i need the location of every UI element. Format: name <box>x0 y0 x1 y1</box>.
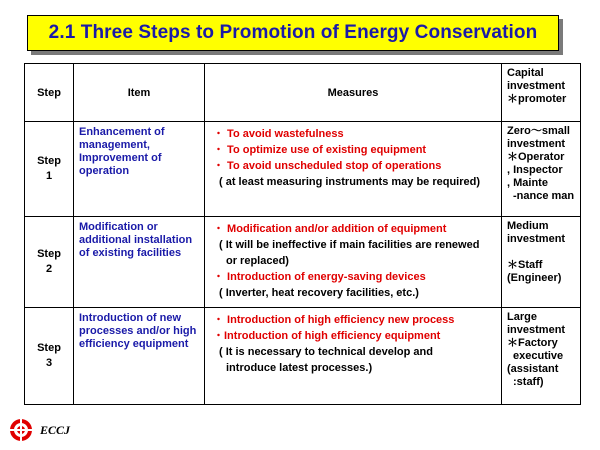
item-cell: Introduction of new processes and/or high efficiency equipment <box>74 308 205 405</box>
title-banner <box>27 15 559 51</box>
eccj-logo <box>8 417 70 443</box>
step-number: 3 <box>45 357 53 369</box>
capital-line: ＊Factory <box>507 337 558 349</box>
measure-note: ( It will be ineffective if main facilities are renewed <box>219 239 480 251</box>
header-capital-line: Capital <box>507 67 544 79</box>
step-cell <box>25 217 74 308</box>
measure-line: ・ To optimize use of existing equipment <box>213 144 427 156</box>
capital-line: investment <box>507 324 566 336</box>
logo-text: ECCJ <box>40 422 71 437</box>
capital-line: Medium <box>507 220 549 232</box>
step-number: 1 <box>45 170 53 182</box>
measure-note: ( at least measuring instruments may be required) <box>219 176 481 188</box>
header-step: Step <box>25 64 74 122</box>
capital-line: investment <box>507 138 566 150</box>
measure-line: ・ Introduction of high efficiency new process <box>213 314 455 326</box>
step-number: 2 <box>45 263 53 275</box>
item-cell: Enhancement of management, Improvement of operation <box>74 122 205 217</box>
table-row <box>25 308 581 405</box>
eccj-emblem-icon <box>8 417 34 443</box>
step-label: Step <box>37 248 61 260</box>
measures-cell <box>205 308 502 405</box>
capital-line: (assistant <box>507 363 559 375</box>
item-cell: Modification or additional installation of existing facilities <box>74 217 205 308</box>
capital-cell <box>502 217 581 308</box>
header-capital-line: investment <box>507 80 566 92</box>
capital-line: (Engineer) <box>507 272 562 284</box>
header-capital-line: ＊promoter <box>507 93 567 105</box>
measures-cell <box>205 122 502 217</box>
table-header-row <box>25 64 581 122</box>
measure-line: ・Introduction of high efficiency equipment <box>213 330 441 342</box>
steps-table <box>24 63 581 405</box>
capital-line: ＊Staff <box>507 259 543 271</box>
measure-note: or replaced) <box>226 255 289 267</box>
measure-line: ・ To avoid wastefulness <box>213 128 344 140</box>
table-row <box>25 217 581 308</box>
measure-note: introduce latest processes.) <box>226 362 373 374</box>
capital-cell <box>502 308 581 405</box>
capital-line: executive <box>513 350 564 362</box>
measure-note: ( Inverter, heat recovery facilities, etc.) <box>219 287 419 299</box>
step-cell <box>25 308 74 405</box>
table-row <box>25 122 581 217</box>
capital-cell <box>502 122 581 217</box>
capital-line: Zero～small <box>507 125 570 137</box>
capital-line: -nance man <box>513 190 575 202</box>
capital-line: , Inspector <box>507 164 563 176</box>
capital-line: Large <box>507 311 537 323</box>
measure-line: ・ Modification and/or addition of equipment <box>213 223 447 235</box>
measures-cell <box>205 217 502 308</box>
measure-line: ・ Introduction of energy-saving devices <box>213 271 426 283</box>
capital-line: investment <box>507 233 566 245</box>
capital-line: ＊Operator <box>507 151 565 163</box>
measure-note: ( It is necessary to technical develop and <box>219 346 433 358</box>
capital-line: , Mainte <box>507 177 548 189</box>
step-cell <box>25 122 74 217</box>
header-item: Item <box>74 64 205 122</box>
capital-line: :staff) <box>513 376 544 388</box>
measure-line: ・ To avoid unscheduled stop of operations <box>213 160 442 172</box>
header-capital <box>502 64 581 122</box>
step-label: Step <box>37 155 61 167</box>
page-title: 2.1 Three Steps to Promotion of Energy Conservation <box>48 22 538 43</box>
step-label: Step <box>37 342 61 354</box>
header-measures: Measures <box>205 64 502 122</box>
capital-line <box>507 246 578 259</box>
